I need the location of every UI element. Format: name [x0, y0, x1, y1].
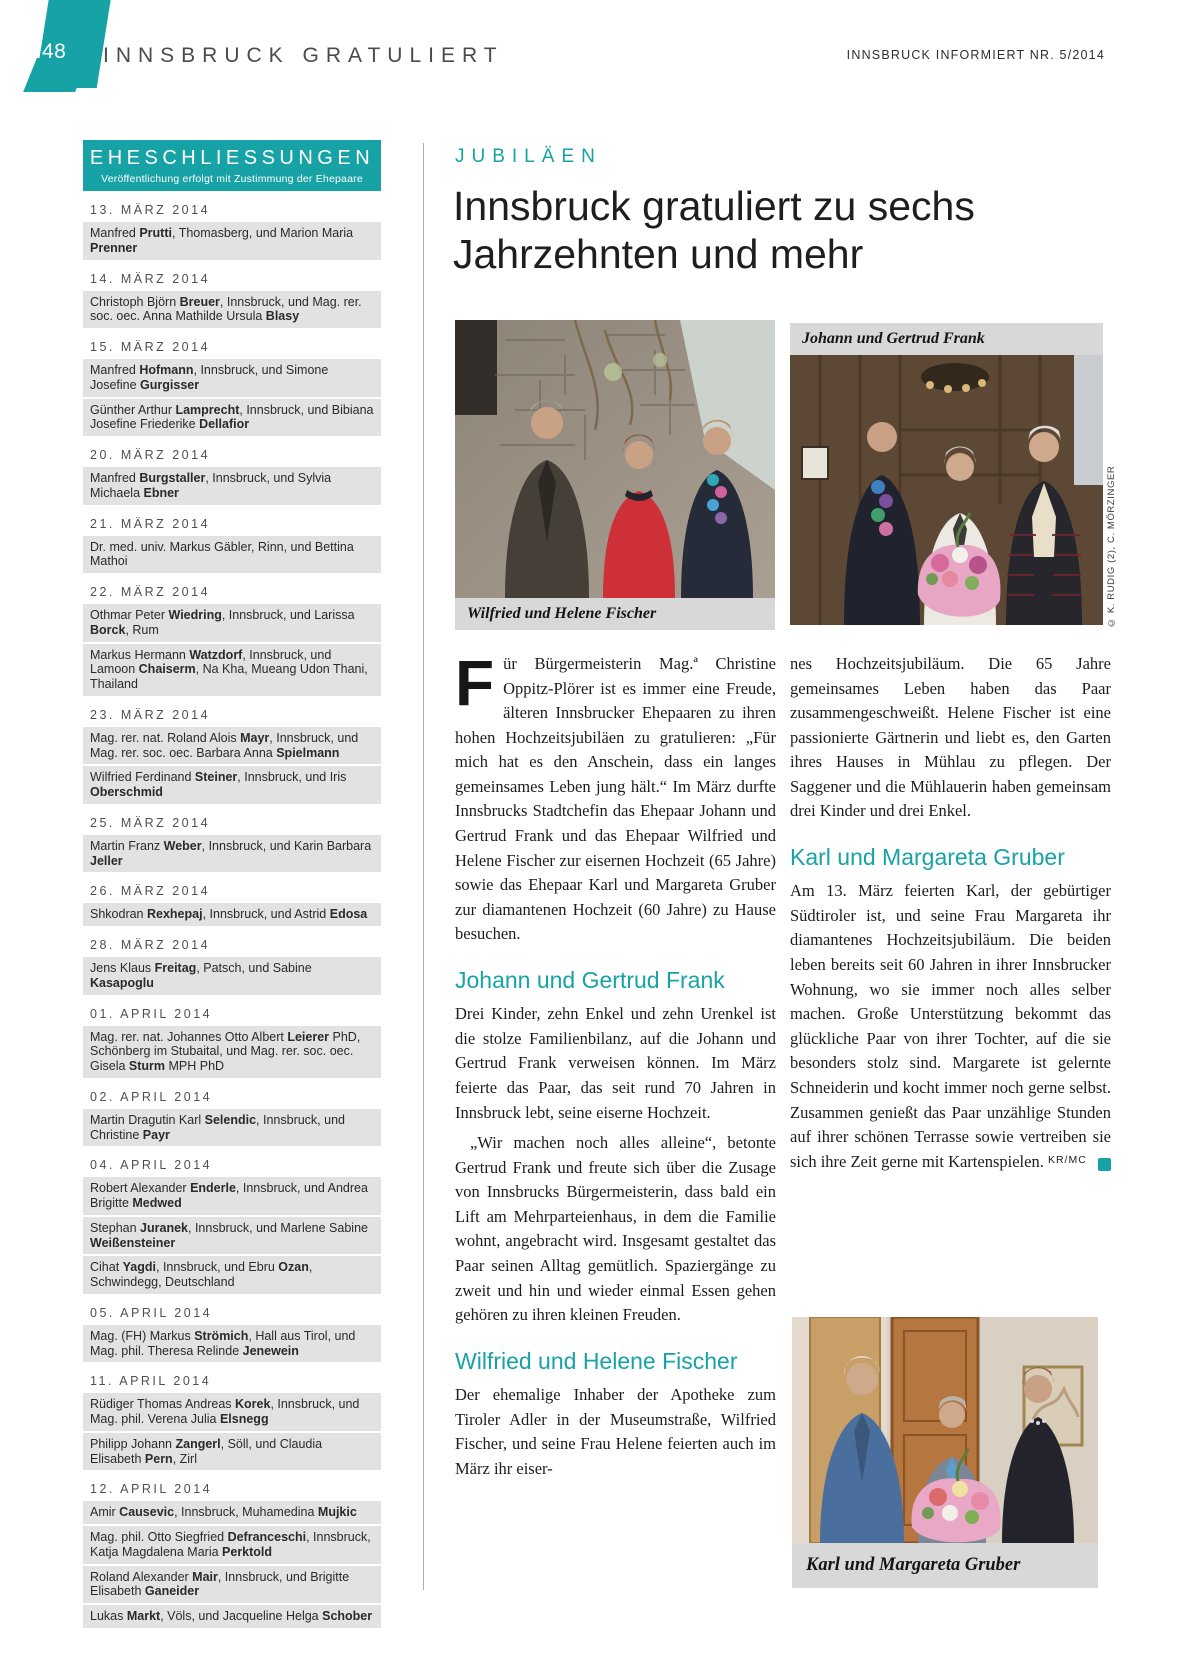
article-paragraph: nes Hochzeitsjubiläum. Die 65 Jahre gemeinsames Leben haben das Paar zusammengeschweißt. Helene Fischer ist eine passionierte Gärtnerin und liebt es, den Garten ihres Hauses in Mühlau zu pflegen. Der Saggener und die Mühlauerin haben gemeinsam drei Kinder und drei Enkel. — [790, 654, 1111, 821]
article-headline: Innsbruck gratuliert zu sechs Jahrzehnten und mehr — [453, 183, 975, 277]
marriage-entry: Rüdiger Thomas Andreas Korek, Innsbruck, und Mag. phil. Verena Julia Elsnegg — [83, 1393, 381, 1431]
article-paragraph: „Wir machen noch alles alleine“, betonte Gertrud Frank und freute sich über die Zusage von Innsbrucks Bürgermeisterin, dass bald ein Lift am Mehrparteienhaus, in dem die Familie wohnt, angebracht wird. Insgesamt gestaltet das Paar seinen Alltag gemütlich. Spaziergänge zu zweit und hin und wieder einmal Essen gehen gehören zu ihren kleinen Freuden. — [455, 1133, 776, 1325]
article-paragraph: Der ehemalige Inhaber der Apotheke zum Tiroler Adler in der Museumstraße, Wilfried Fischer, und seine Frau Helene feierten auch im März ihr eiser- — [455, 1384, 776, 1478]
marriage-entry: Manfred Hofmann, Innsbruck, und Simone Josefine Gurgisser — [83, 359, 381, 397]
marriage-date-heading: 04. APRIL 2014 — [90, 1158, 213, 1173]
photo-frank-image — [790, 355, 1103, 625]
marriages-header — [83, 140, 381, 191]
marriage-entry: Philipp Johann Zangerl, Söll, und Claudia Elisabeth Pern, Zirl — [83, 1433, 381, 1471]
marriage-date-heading: 01. APRIL 2014 — [90, 1006, 213, 1021]
article-kicker: JUBILÄEN — [455, 146, 602, 167]
section-title: INNSBRUCK GRATULIERT — [103, 44, 504, 67]
photo-fischer-couple — [455, 320, 775, 630]
photo-fischer-image — [455, 320, 775, 598]
photo-gruber-couple — [792, 1317, 1098, 1588]
marriage-entry: Shkodran Rexhepaj, Innsbruck, und Astrid Edosa — [83, 903, 381, 926]
article-paragraph: Drei Kinder, zehn Enkel und zehn Urenkel ist die stolze Familienbilanz, auf die Johann und Gertrud Frank verweisen können. Im März feierte das Paar, das seit rund 70 Jahren in Innsbruck lebt, seine eiserne Hochzeit. — [455, 1004, 776, 1122]
marriage-entry: Christoph Björn Breuer, Innsbruck, und Mag. rer. soc. oec. Anna Mathilde Ursula Blasy — [83, 291, 381, 329]
photo-caption-gruber: Karl und Margareta Gruber — [792, 1543, 1098, 1588]
marriage-entry: Mag. (FH) Markus Strömich, Hall aus Tirol, und Mag. phil. Theresa Relinde Jenewein — [83, 1325, 381, 1363]
marriage-entry: Othmar Peter Wiedring, Innsbruck, und Larissa Borck, Rum — [83, 604, 381, 642]
marriage-date-heading: 12. APRIL 2014 — [90, 1482, 213, 1497]
marriages-subtitle: Veröffentlichung erfolgt mit Zustimmung der Ehepaare — [101, 173, 363, 185]
article-subhead: Wilfried und Helene Fischer — [455, 1347, 738, 1374]
marriage-entry: Mag. rer. nat. Johannes Otto Albert Leierer PhD, Schönberg im Stubaital, und Mag. rer. soc. oec. Gisela Sturm MPH PhD — [83, 1026, 381, 1078]
marriages-sidebar — [83, 140, 381, 1630]
marriage-date-heading: 28. MÄRZ 2014 — [90, 938, 211, 952]
photo-caption-frank: Johann und Gertrud Frank — [790, 323, 1103, 355]
article-column-2 — [790, 652, 1111, 1180]
marriage-entry: Günther Arthur Lamprecht, Innsbruck, und Bibiana Josefine Friederike Dellafior — [83, 399, 381, 437]
marriages-title: EHESCHLIESSUNGEN — [89, 147, 375, 169]
marriage-entry: Martin Franz Weber, Innsbruck, und Karin Barbara Jeller — [83, 835, 381, 873]
marriages-list — [83, 203, 381, 1628]
marriage-date-heading: 11. APRIL 2014 — [90, 1374, 212, 1389]
marriage-entry: Manfred Burgstaller, Innsbruck, und Sylvia Michaela Ebner — [83, 467, 381, 505]
issue-info: INNSBRUCK INFORMIERT NR. 5/2014 — [846, 48, 1105, 62]
photo-frank-couple — [790, 323, 1103, 625]
marriage-date-heading: 15. MÄRZ 2014 — [90, 340, 211, 354]
photo-gruber-image — [792, 1317, 1098, 1543]
marriage-date-heading: 26. MÄRZ 2014 — [90, 884, 211, 899]
marriage-date-heading: 05. APRIL 2014 — [90, 1305, 213, 1320]
marriage-entry: Dr. med. univ. Markus Gäbler, Rinn, und Bettina Mathoi — [83, 536, 381, 574]
marriage-date-heading: 20. MÄRZ 2014 — [90, 448, 211, 462]
marriage-entry: Robert Alexander Enderle, Innsbruck, und Andrea Brigitte Medwed — [83, 1177, 381, 1215]
marriage-entry: Mag. phil. Otto Siegfried Defranceschi, Innsbruck, Katja Magdalena Maria Perktold — [83, 1526, 381, 1564]
marriage-date-heading: 13. MÄRZ 2014 — [90, 203, 211, 217]
photo-credit: © K. RUDIG (2), C. MÖRZINGER — [1106, 465, 1117, 628]
marriage-entry: Jens Klaus Freitag, Patsch, und Sabine Kasapoglu — [83, 957, 381, 995]
article-subhead: Johann und Gertrud Frank — [455, 966, 725, 993]
marriage-entry: Martin Dragutin Karl Selendic, Innsbruck, und Christine Payr — [83, 1109, 381, 1147]
drop-cap: F — [455, 647, 495, 719]
marriage-date-heading: 21. MÄRZ 2014 — [90, 516, 211, 531]
column-divider-rule — [423, 143, 424, 1590]
marriage-entry: Lukas Markt, Völs, und Jacqueline Helga Schober — [83, 1605, 381, 1628]
marriage-entry: Wilfried Ferdinand Steiner, Innsbruck, und Iris Oberschmid — [83, 766, 381, 804]
article-paragraph: Am 13. März feierten Karl, der gebürtiger Südtiroler ist, und seine Frau Margareta ihr diamantenes Hochzeitsjubiläum. Die beiden leben bereits seit 60 Jahren in ihrer Innsbrucker Wohnung, wo sie immer noch alles selber machen. Große Unterstützung bekommt das glückliche Paar von ihrer Tochter, auf die sie besonders stolz sind. Margarete ist gelernte Schneiderin und kocht immer noch gerne selbst. Zusammen genießt das Paar unzählige Stunden auf ihrer schönen Terrasse sowie vertreiben sie sich ihre Zeit gerne mit Kartenspielen. $^{KR/MC}$ — [790, 881, 1111, 1171]
marriage-date-heading: 23. MÄRZ 2014 — [90, 707, 211, 722]
marriage-entry: Amir Causevic, Innsbruck, Muhamedina Mujkic — [83, 1501, 381, 1524]
marriage-date-heading: 25. MÄRZ 2014 — [90, 815, 211, 830]
marriage-entry: Roland Alexander Mair, Innsbruck, und Brigitte Elisabeth Ganeider — [83, 1566, 381, 1604]
article-end-marker — [1098, 1158, 1111, 1171]
marriage-date-heading: 14. MÄRZ 2014 — [90, 271, 211, 286]
page-number: 48 — [42, 40, 67, 63]
article-paragraph: Für Bürgermeisterin Mag.ª Christine Oppitz-Plörer ist es immer eine Freude, älteren Innsbrucker Ehepaaren zu ihren hohen Hochzeitsjubiläen zu gratulieren: „Für mich hat es den Anschein, dass ein langes gemeinsames Leben jung hält.“ Im März durfte Innsbrucks Stadtchefin das Ehepaar Johann und Gertrud Frank und das Ehepaar Wilfried und Helene Fischer zur eisernen Hochzeit (65 Jahre) sowie das Ehepaar Karl und Margareta Gruber zur diamantenen Hochzeit (60 Jahre) zu Hause besuchen. — [455, 647, 776, 944]
marriage-date-heading: 02. APRIL 2014 — [90, 1089, 213, 1104]
author-initials: KR/MC — [1047, 1153, 1087, 1166]
article-subhead: Karl und Margareta Gruber — [790, 844, 1065, 871]
marriage-entry: Mag. rer. nat. Roland Alois Mayr, Innsbruck, und Mag. rer. soc. oec. Barbara Anna Spielmann — [83, 727, 381, 765]
marriage-entry: Stephan Juranek, Innsbruck, und Marlene Sabine Weißensteiner — [83, 1217, 381, 1255]
marriage-date-heading: 22. MÄRZ 2014 — [90, 585, 211, 599]
marriage-entry: Cihat Yagdi, Innsbruck, und Ebru Ozan, Schwindegg, Deutschland — [83, 1256, 381, 1294]
marriage-entry: Manfred Prutti, Thomasberg, und Marion Maria Prenner — [83, 222, 381, 260]
article-column-1 — [455, 647, 776, 1487]
marriage-entry: Markus Hermann Watzdorf, Innsbruck, und Lamoon Chaiserm, Na Kha, Mueang Udon Thani, Thailand — [83, 644, 381, 696]
photo-caption-fischer: Wilfried und Helene Fischer — [455, 598, 775, 630]
